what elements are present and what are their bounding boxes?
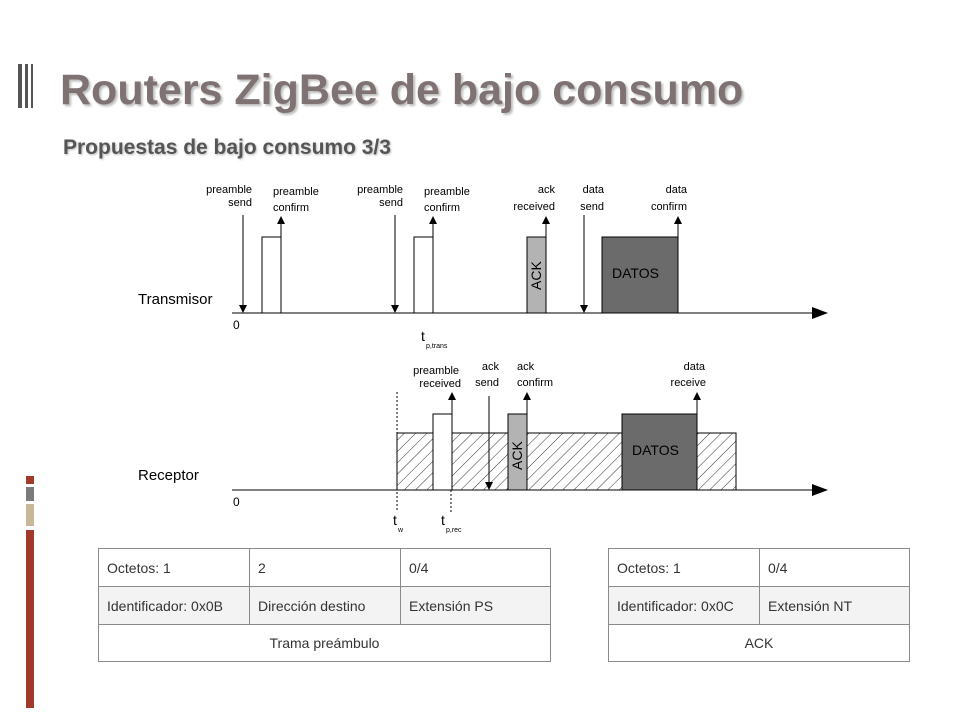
- table-footer: ACK: [609, 625, 910, 662]
- ack-frame-table: [608, 548, 910, 662]
- table-cell: Extensión PS: [401, 587, 551, 625]
- rx-event-1-line2: received: [419, 378, 461, 390]
- tx-preamble-pulse-1: [262, 237, 281, 313]
- table-cell: 0/4: [401, 549, 551, 587]
- tx-event-7-line2: confirm: [650, 201, 687, 213]
- tx-axis-arrowhead: [812, 307, 828, 319]
- table-row: [99, 549, 551, 587]
- table-cell: Dirección destino: [250, 587, 401, 625]
- t-w-label: t: [393, 512, 397, 528]
- rx-event-3-line2: confirm: [517, 377, 554, 389]
- table-cell: Extensión NT: [760, 587, 910, 625]
- tx-event-1-line1: preamble: [206, 184, 252, 196]
- tx-ack-label: ACK: [528, 261, 544, 290]
- tx-event-3-line2: send: [379, 197, 403, 209]
- tx-event-5-line1: ack: [537, 184, 555, 196]
- rx-event-2-line1: ack: [481, 361, 499, 373]
- table-cell: Identificador: 0x0B: [99, 587, 250, 625]
- table-cell: Octetos: 1: [609, 549, 760, 587]
- tx-event-2-line1: preamble: [273, 186, 319, 198]
- rx-axis-arrowhead: [812, 484, 828, 496]
- rx-event-1-line1: preamble: [413, 365, 459, 377]
- tx-event-5-line2: received: [513, 201, 555, 213]
- table-row: [609, 625, 910, 662]
- tx-event-4-line1: preamble: [424, 186, 470, 198]
- tx-datos-label: DATOS: [612, 265, 659, 281]
- rx-event-3-line1: ack: [517, 361, 535, 373]
- tx-origin: 0: [233, 318, 240, 332]
- t-ptrans-label: t: [421, 328, 425, 344]
- tx-label: Transmisor: [138, 291, 213, 308]
- rx-preamble-pulse: [433, 414, 452, 490]
- tx-event-7-line1: data: [665, 184, 687, 196]
- tx-event-3-line1: preamble: [357, 184, 403, 196]
- preamble-frame-table: [98, 548, 551, 662]
- page-title: Routers ZigBee de bajo consumo: [60, 66, 744, 114]
- table-cell: 0/4: [760, 549, 910, 587]
- t-prec-sub: p,rec: [446, 527, 462, 534]
- table-row: [99, 625, 551, 662]
- rx-event-2-line2: send: [475, 377, 499, 389]
- rx-event-4-line1: data: [683, 361, 705, 373]
- table-row: [609, 549, 910, 587]
- rx-datos-label: DATOS: [632, 442, 679, 458]
- t-ptrans-sub: p,trans: [426, 343, 448, 350]
- tx-event-4-line2: confirm: [424, 202, 461, 214]
- rx-event-4-line2: receive: [670, 377, 706, 389]
- table-cell: Identificador: 0x0C: [609, 587, 760, 625]
- table-cell: Octetos: 1: [99, 549, 250, 587]
- page-subtitle: Propuestas de bajo consumo 3/3: [63, 136, 391, 159]
- t-w-sub: w: [398, 527, 404, 534]
- table-cell: 2: [250, 549, 401, 587]
- rx-ack-label: ACK: [509, 441, 525, 470]
- tx-event-6-line2: send: [580, 201, 604, 213]
- rx-origin: 0: [233, 495, 240, 509]
- table-footer: Trama preámbulo: [99, 625, 551, 662]
- tx-event-2-line2: confirm: [273, 202, 310, 214]
- table-row: [609, 587, 910, 625]
- tx-event-1-line2: send: [228, 197, 252, 209]
- table-row: [99, 587, 551, 625]
- tx-preamble-pulse-2: [414, 237, 433, 313]
- rx-label: Receptor: [138, 467, 199, 484]
- tx-event-6-line1: data: [582, 184, 604, 196]
- t-prec-label: t: [441, 512, 445, 528]
